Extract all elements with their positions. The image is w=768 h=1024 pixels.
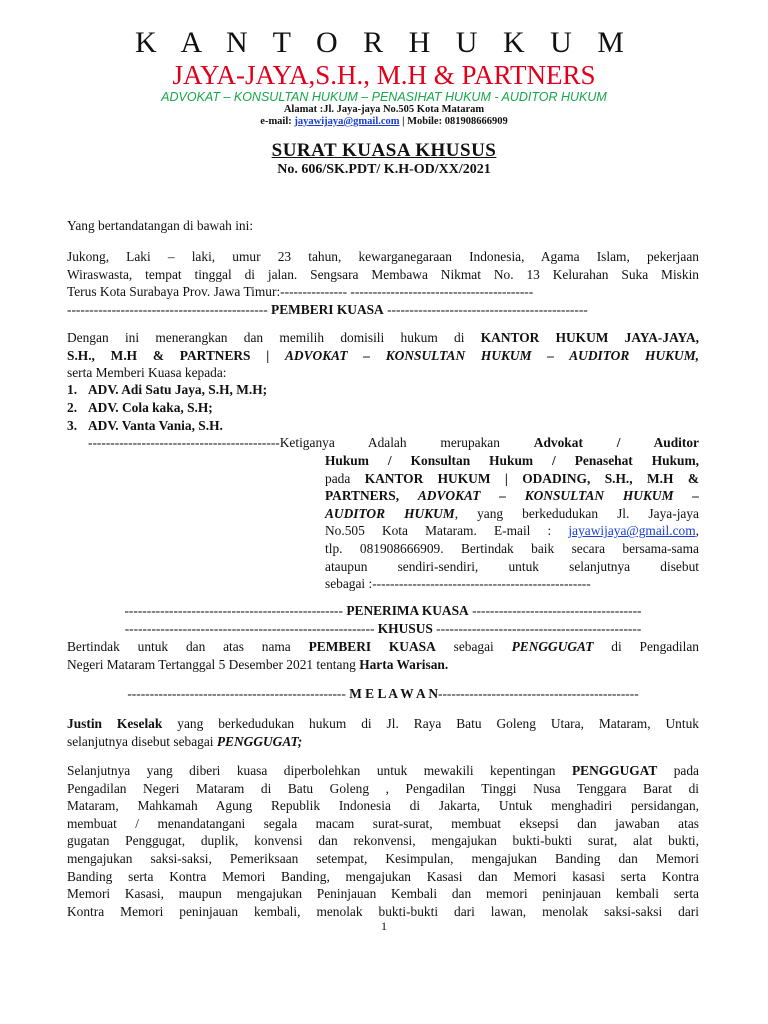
special-label: KHUSUS [377,621,433,636]
ketiganya-line [325,505,699,523]
bold-text: PEMBERI KUASA [308,639,436,654]
text: , yang berkedudukan Jl. Jaya-jaya [454,505,699,521]
intro-text: Yang bertandatangan di bawah ini: [67,218,254,233]
text: sebagai [435,639,512,654]
grantor-paragraph [67,248,699,318]
text: pada [325,470,365,486]
advocate-name: ADV. Cola kaka, S.H; [88,400,213,415]
dash-fill: --------------------------------------------- [383,301,588,317]
defendant-name: Justin Keselak [67,716,163,731]
page-number: 1 [381,919,387,933]
dash-fill: -------------------------------------- [468,603,642,618]
advocate-name: ADV. Adi Satu Jaya, S.H, M.H; [88,382,268,397]
authority-paragraph [67,762,699,920]
grantor-line: Terus Kota Surabaya Prov. Jawa Timur:--------------- ----------------------------------------- [67,284,534,300]
services-bold-italic: ADVOKAT – KONSULTAN HUKUM – AUDITOR HUKUM, [285,347,699,363]
bold-text: KANTOR HUKUM | ODADING, S.H., M.H & [364,470,699,486]
letterhead-address: Alamat :Jl. Jaya-jaya No.505 Kota Mataram [283,104,485,115]
list-number: 1. [67,382,78,397]
letterhead-services: ADVOKAT – KONSULTAN HUKUM – PENASIHAT HUKUM - AUDITOR HUKUM [161,90,607,104]
bold-text: PENGGUGAT [571,763,658,778]
grantor-label: PEMBERI KUASA [271,301,384,317]
email-label: e-mail: [260,116,295,127]
defendant-line [67,733,699,751]
text: pada [657,763,699,778]
email-link[interactable]: jayawijaya@gmail.com [568,523,696,539]
dash-fill: -------------------------------------------------------- [124,621,378,636]
authority-line: Banding serta Kontra Memori Banding, mengajukan Kasasi dan Memori kasasi serta Kontra [67,868,699,884]
bold-italic-text: PENGGUGAT [511,639,594,654]
text: Selanjutnya yang diberi kuasa diperbolehkan untuk mewakili kepentingan [67,763,572,778]
ketiganya-block [325,452,699,593]
ketiganya-line [325,470,699,488]
text: -------------------------------------------Ketiganya Adalah merupakan [88,435,534,450]
grantee-label-line [67,602,699,620]
ketiganya-lead [88,434,699,452]
authority-line: Kontra Memori peninjauan kembali, menolak bukti-bukti dari lawan, menolak saksi-saksi dari [67,903,699,919]
grantor-label-line [67,301,699,319]
text: , [695,523,699,539]
text: selanjutnya disebut sebagai [67,733,217,749]
authority-line: membuat / menandatangani segala macam surat-surat, membuat eksepsi dan jawaban atas [67,815,699,831]
special-label-line [67,620,699,638]
acting-paragraph [67,638,699,673]
advocate-name: ADV. Vanta Vania, S.H. [88,418,223,433]
text: No.505 Kota Mataram. E-mail : [325,523,569,539]
ketiganya-line [325,487,699,505]
firm-bold: KANTOR HUKUM JAYA-JAYA, [480,330,699,345]
dash-fill: ------------------------------------------------- [124,603,347,618]
letterhead-contact [0,116,768,127]
acting-line [67,656,699,674]
domicile-line [67,329,699,347]
grantee-label: PENERIMA KUASA [346,603,469,618]
defendant-line [67,715,699,733]
domicile-line [67,347,699,365]
authority-line: mengajukan saksi-saksi, Pemeriksaan setempat, Kesimpulan, mengajukan Banding dan Memori [67,850,699,866]
bold-italic-text: ADVOKAT – KONSULTAN HUKUM – [417,488,699,504]
domicile-paragraph [67,329,699,382]
authority-line: Pengadilan Negeri Mataram di Batu Goleng , Pengadilan Tinggi Nusa Tenggara Barat di [67,780,699,796]
versus-label-line [67,685,699,703]
ketiganya-line: sebagai :------------------------------------------------- [325,576,591,592]
list-item [67,381,267,399]
authority-line [67,762,699,780]
text: Bertindak untuk dan atas nama [67,639,309,654]
advocate-list [67,381,267,435]
ketiganya-line: Hukum / Konsultan Hukum / Penasehat Hukum, [325,453,699,468]
firm-bold: S.H., M.H & PARTNERS | [67,347,285,363]
list-item [67,417,267,435]
email-link[interactable]: jayawijaya@gmail.com [294,116,400,127]
dash-fill: --------------------------------------------- [67,301,272,317]
ketiganya-line [325,522,699,540]
acting-line [67,638,699,656]
bold-text: Advokat / Auditor [533,435,700,450]
authority-line: Memori Kasasi, maupun mengajukan Peninjauan Kembali dan memori peninjauan kembali serta [67,886,699,902]
dash-fill: ------------------------------------------------- [127,686,350,701]
grantor-line: Jukong, Laki – laki, umur 23 tahun, kewarganegaraan Indonesia, Agama Islam, pekerjaan [67,249,699,264]
bold-italic-text: AUDITOR HUKUM [325,505,455,521]
text: yang berkedudukan hukum di Jl. Raya Batu Goleng Utara, Mataram, Untuk [162,716,699,731]
bold-italic-text: PENGGUGAT; [216,733,303,749]
grantor-line: Wiraswasta, tempat tinggal di jalan. Sengsara Membawa Nikmat No. 13 Kelurahan Suka Miskin [67,266,699,282]
document-title: SURAT KUASA KHUSUS [271,140,497,161]
list-item [67,399,267,417]
text: Negeri Mataram Tertanggal 5 Desember 2021 tentang [67,656,360,672]
text: di Pengadilan [593,639,699,654]
authority-line: gugatan Penggugat, duplik, konvensi dan rekonvensi, mengajukan bukti-bukti surat, alat bukti, [67,833,699,849]
text: Dengan ini menerangkan dan memilih domisili hukum di [67,330,481,345]
list-number: 2. [67,400,78,415]
ketiganya-line: tlp. 081908666909. Bertindak baik secara bersama-sama [325,540,699,556]
document-number: No. 606/SK.PDT/ K.H-OD/XX/2021 [277,162,491,177]
authority-line: Mataram, Mahkamah Agung Republik Indonesia di Jakarta, Untuk menghadiri persidangan, [67,798,699,814]
dash-fill: ---------------------------------------------- [432,621,642,636]
bold-text: Harta Warisan. [359,656,449,672]
letterhead-firm: K A N T O R H U K U M [135,26,633,59]
dash-fill: --------------------------------------------- [438,686,639,701]
letterhead-firm-name: JAYA-JAYA,S.H., M.H & PARTNERS [172,60,596,90]
domicile-line: serta Memberi Kuasa kepada: [67,365,227,381]
versus-label: M E L A W A N [349,686,438,701]
ketiganya-line: ataupun sendiri-sendiri, untuk selanjutnya disebut [325,558,699,574]
bold-text: PARTNERS, [325,488,418,504]
mobile-text: | Mobile: 081908666909 [399,116,508,127]
list-number: 3. [67,418,78,433]
ketiganya-line [88,434,699,452]
defendant-paragraph [67,715,699,750]
